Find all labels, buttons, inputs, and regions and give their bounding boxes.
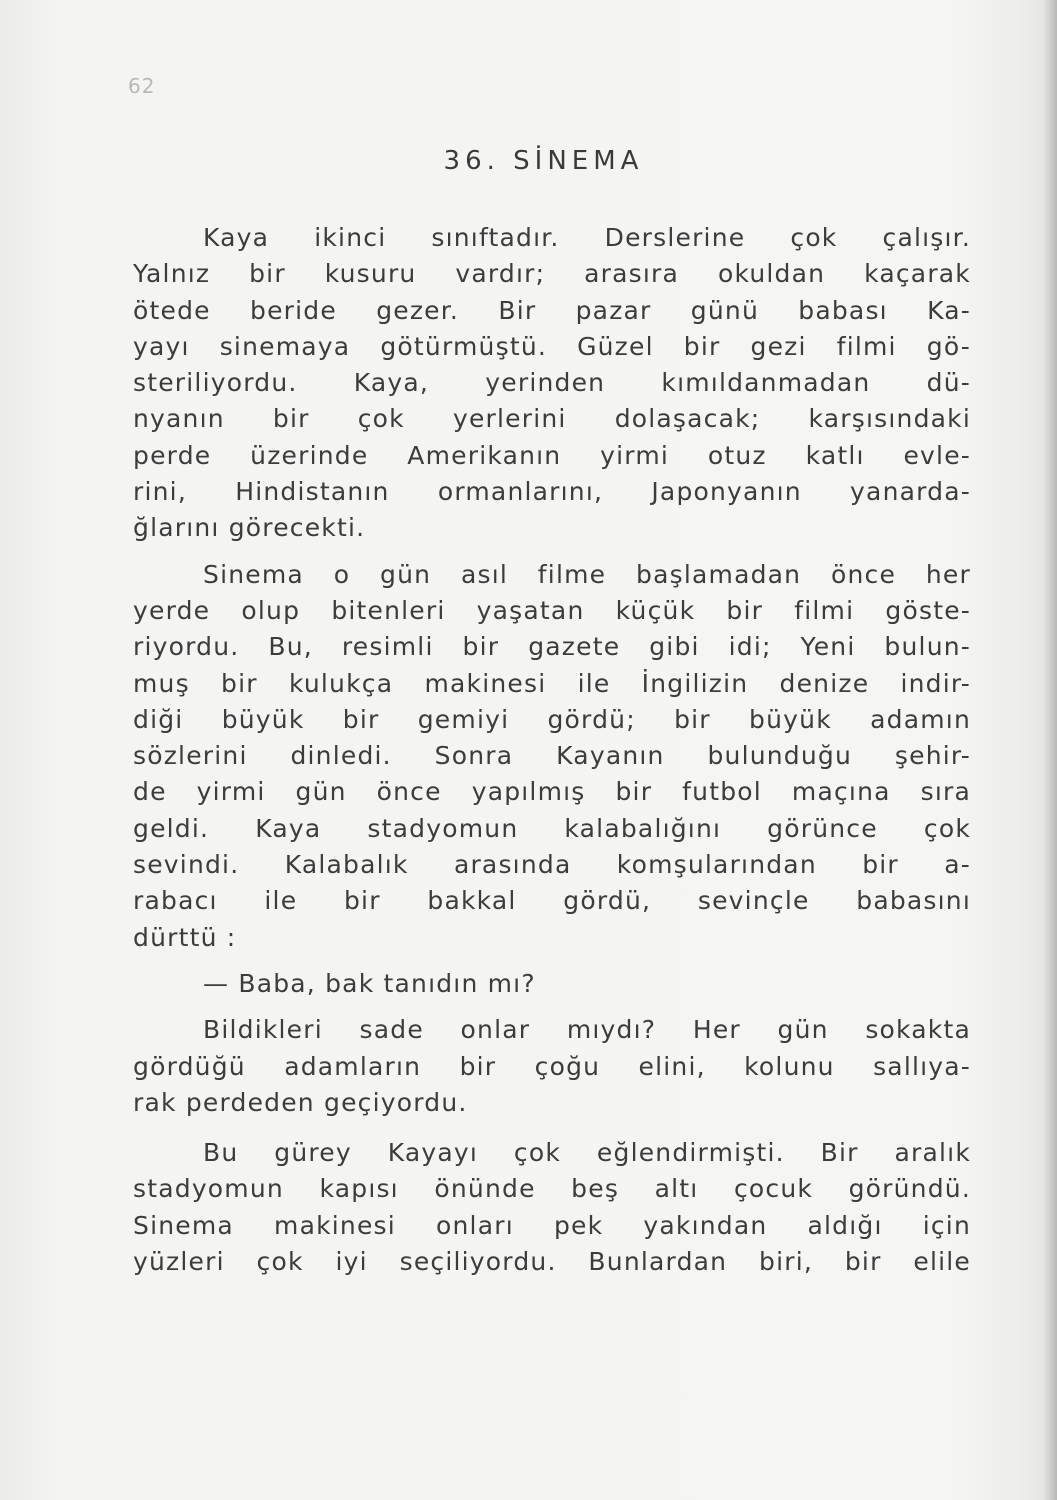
text-line: rak perdeden geçiyordu. (133, 1087, 468, 1117)
text-line: rabacı ile bir bakkal gördü, sevinçle babasını (133, 886, 971, 916)
text-line: Yalnız bir kusuru vardır; arasıra okuldan kaçarak (133, 259, 971, 289)
text-line: riyordu. Bu, resimli bir gazete gibi idi; Yeni bulun- (133, 632, 971, 662)
text-line: rini, Hindistanın ormanlarını, Japonyanın yanarda- (133, 477, 971, 507)
text-line: gördüğü adamların bir çoğu elini, kolunu sallıya- (133, 1051, 971, 1081)
text-line: steriliyordu. Kaya, yerinden kımıldanmadan dü- (133, 368, 971, 398)
text-line: Sinema o gün asıl filme başlamadan önce her (203, 559, 971, 589)
text-line: de yirmi gün önce yapılmış bir futbol maçına sıra (133, 777, 971, 807)
text-line: sözlerini dinledi. Sonra Kayanın bulunduğu şehir- (133, 741, 971, 771)
text-line: ğlarını görecekti. (133, 513, 366, 543)
chapter-title: 36. SİNEMA (443, 146, 644, 176)
page-edge-shadow (1043, 0, 1057, 1500)
text-line: nyanın bir çok yerlerini dolaşacak; karşısındaki (133, 404, 971, 434)
chapter-body (133, 220, 971, 1280)
text-line: Sinema makinesi onları pek yakından aldığı için (133, 1210, 971, 1240)
text-line: yüzleri çok iyi seçiliyordu. Bunlardan biri, bir elile (133, 1247, 971, 1277)
text-line: dürttü : (133, 922, 237, 952)
page-number: 62 (128, 74, 156, 98)
text-line: yayı sinemaya götürmüştü. Güzel bir gezi filmi gö- (133, 331, 971, 361)
text-line: yerde olup bitenleri yaşatan küçük bir filmi göste- (133, 595, 971, 625)
text-line: Bildikleri sade onlar mıydı? Her gün sokakta (203, 1015, 971, 1045)
text-line: geldi. Kaya stadyomun kalabalığını görünce çok (133, 813, 971, 843)
text-line: muş bir kulukça makinesi ile İngilizin denize indir- (133, 668, 971, 698)
text-line: sevindi. Kalabalık arasında komşularından bir a- (133, 850, 971, 880)
text-line: perde üzerinde Amerikanın yirmi otuz katlı evle- (133, 440, 971, 470)
text-line: diği büyük bir gemiyi gördü; bir büyük adamın (133, 704, 971, 734)
text-line: Kaya ikinci sınıftadır. Derslerine çok çalışır. (203, 223, 971, 252)
text-line: Bu gürey Kayayı çok eğlendirmişti. Bir aralık (203, 1138, 971, 1168)
dialogue-line: — Baba, bak tanıdın mı? (203, 968, 536, 998)
text-line: ötede beride gezer. Bir pazar günü babası Ka- (133, 295, 971, 325)
text-line: stadyomun kapısı önünde beş altı çocuk göründü. (133, 1174, 971, 1204)
